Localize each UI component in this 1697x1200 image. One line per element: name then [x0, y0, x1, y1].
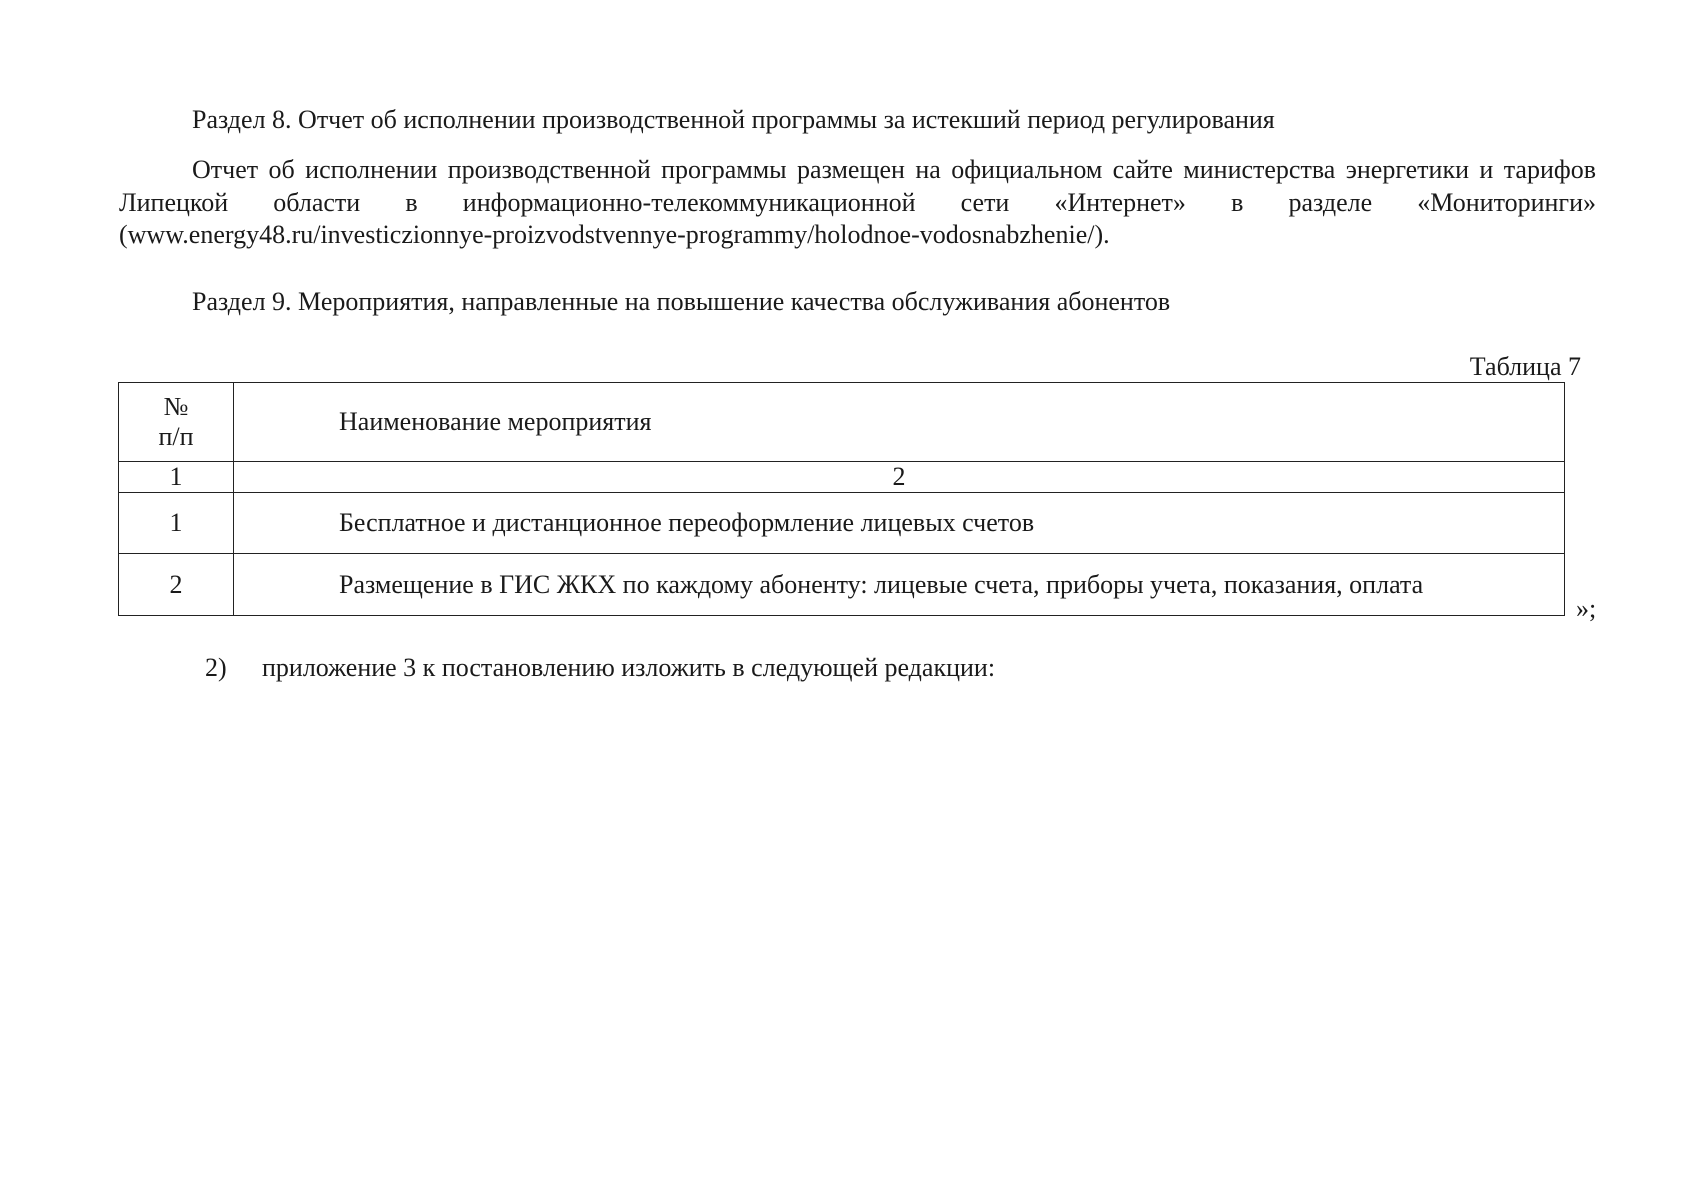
header-num-cell [119, 383, 234, 462]
table-header-row [119, 383, 1565, 462]
table-caption: Таблица 7 [1469, 352, 1581, 381]
table-index-row [119, 462, 1565, 493]
measures-table [118, 382, 1565, 616]
table-row [119, 554, 1565, 616]
closing-quote: »; [1576, 594, 1597, 623]
row-name-cell: Бесплатное и дистанционное переоформление лицевых счетов [234, 493, 1565, 554]
row-num-cell: 1 [119, 493, 234, 554]
section8-heading: Раздел 8. Отчет об исполнении производственной программы за истекший период регулирования [192, 105, 1275, 134]
header-num-symbol: № [163, 392, 189, 421]
section8-paragraph: Отчет об исполнении производственной программы размещен на официальном сайте министерства энергетики и тарифов Липецкой области в информационно-телекоммуникационной сети «Интернет» в разделе «Мониторинги» (www.energy48.ru/investiczionnye-proizvodstvennye-programmy/holodnoe-vodosnabzhenie/). [119, 155, 1596, 249]
index-name-cell: 2 [234, 462, 1565, 493]
amendment-number: 2) [205, 653, 227, 682]
header-name-cell: Наименование мероприятия [234, 383, 1565, 462]
section9-heading: Раздел 9. Мероприятия, направленные на повышение качества обслуживания абонентов [192, 287, 1171, 316]
amendment-text: приложение 3 к постановлению изложить в следующей редакции: [262, 653, 996, 682]
header-num-abbr: п/п [158, 422, 194, 451]
row-num-cell: 2 [119, 554, 234, 616]
table-row [119, 493, 1565, 554]
row-name-cell: Размещение в ГИС ЖКХ по каждому абоненту: лицевые счета, приборы учета, показания, оплата [234, 554, 1565, 616]
index-num-cell: 1 [119, 462, 234, 493]
